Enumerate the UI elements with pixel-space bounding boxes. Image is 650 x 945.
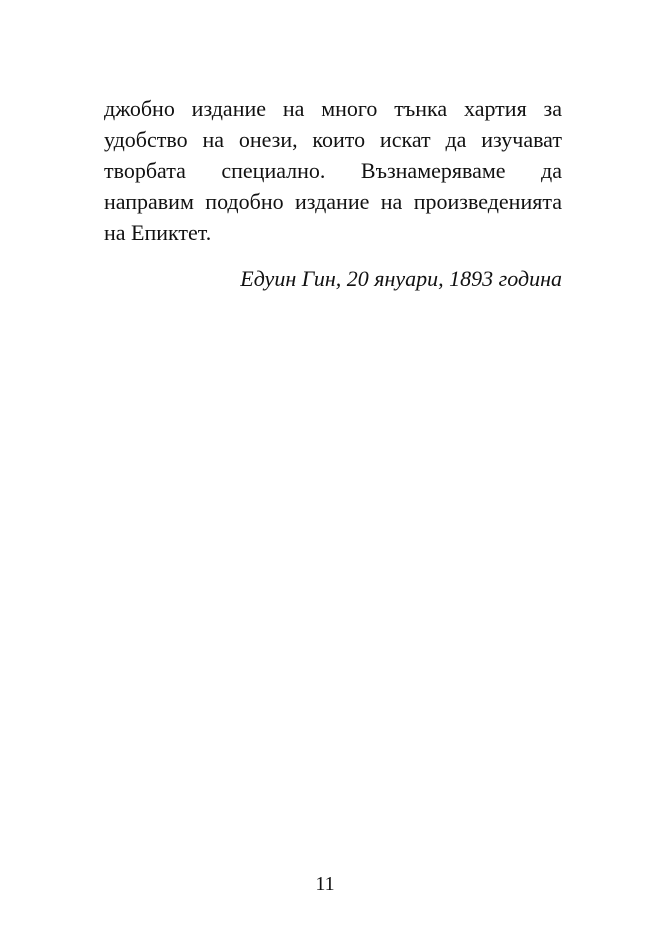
- page-number: 11: [315, 873, 335, 895]
- body-paragraph: джобно издание на много тънка хартия за удобство на онези, които искат да изучават творбата специално. Възнамеряваме да направим подобно издание на произведенията на Епиктет.: [104, 96, 562, 245]
- author-signature-line: Едуин Гин, 20 януари, 1893 година: [240, 266, 562, 291]
